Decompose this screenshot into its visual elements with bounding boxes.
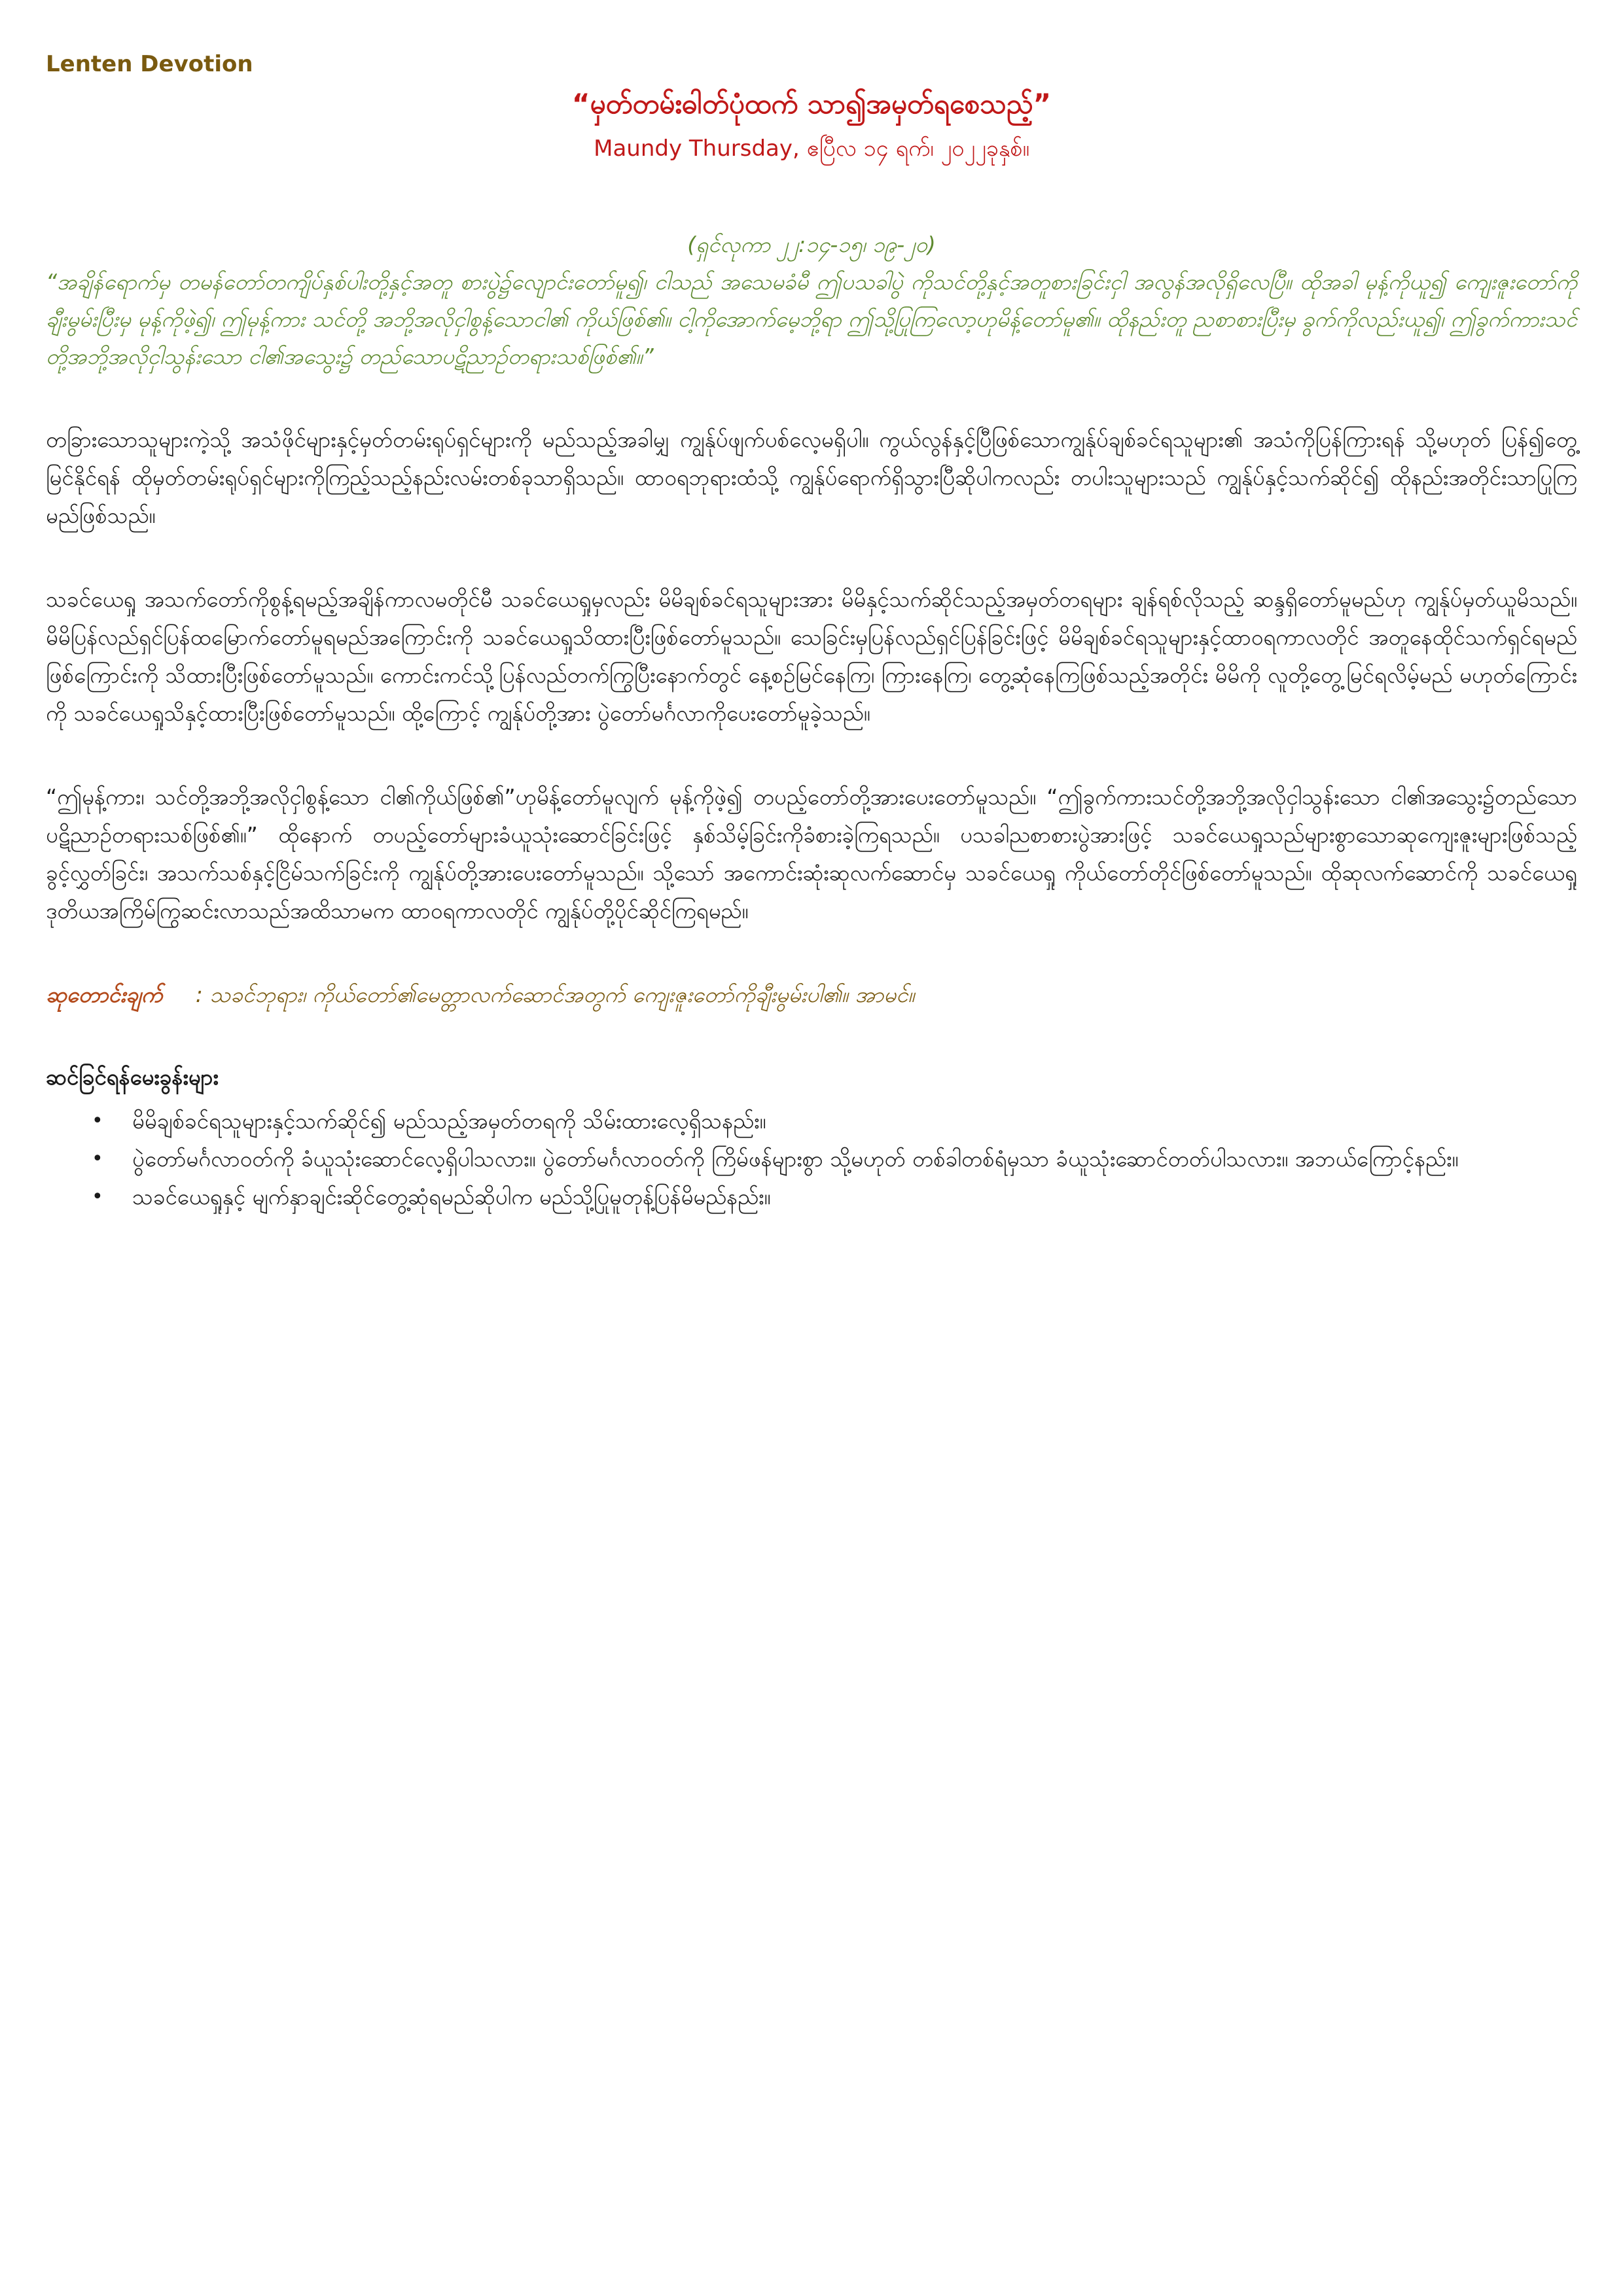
page-subtitle: Maundy Thursday, ဧပြီလ ၁၄ ရက်၊ ၂၀၂၂ခုနှစ်။ [594, 135, 1029, 162]
page-title: “မှတ်တမ်းဓါတ်ပုံထက် သာ၍အမှတ်ရစေသည့်” [571, 88, 1052, 120]
bullet-icon: • [92, 1147, 103, 1170]
prayer-label: ဆုတောင်းချက် [46, 982, 163, 1007]
question-text: ပွဲတော်မင်္ဂလာဝတ်ကို ခံယူသုံးဆောင်လေ့ရှိပါသလား။ ပွဲတော်မင်္ဂလာဝတ်ကို ကြိမ်ဖန်များစွာ သို့မဟုတ် တစ်ခါတစ်ရံမှသာ ခံယူသုံးဆောင်တတ်ပါသလား။ အဘယ်ကြောင့်နည်း။ [132, 1146, 1459, 1172]
scripture-reference: (ရှင်လုကာ ၂၂:၁၄-၁၅၊ ၁၉-၂၀) [687, 232, 936, 257]
list-item [92, 1140, 1577, 1178]
bullet-icon: • [92, 1185, 103, 1208]
bullet-icon: • [92, 1109, 103, 1132]
list-item [92, 1178, 1577, 1216]
scripture-block [46, 226, 1577, 375]
questions-list [46, 1102, 1577, 1216]
question-text: မိမိချစ်ခင်ရသူများနှင့်သက်ဆိုင်၍ မည်သည့်အမှတ်တရကို သိမ်းထားလေ့ရှိသနည်း။ [132, 1108, 766, 1134]
header-label: Lenten Devotion [46, 51, 253, 77]
body-paragraph: သခင်ယေရှု အသက်တော်ကိုစွန့်ရမည့်အချိန်ကာလမတိုင်မီ သခင်ယေရှုမှလည်း မိမိချစ်ခင်ရသူများအား မိမိနှင့်သက်ဆိုင်သည့်အမှတ်တရများ ချန်ရစ်လိုသည့် ဆန္ဒရှိတော်မူမည်ဟု ကျွန်ုပ်မှတ်ယူမိသည်။ မိမိပြန်လည်ရှင်ပြန်ထမြောက်တော်မူရမည်အကြောင်းကို သခင်ယေရှုသိထားပြီးဖြစ်တော်မူသည်။ သေခြင်းမှပြန်လည်ရှင်ပြန်ခြင်းဖြင့် မိမိချစ်ခင်ရသူများနှင့်ထာဝရကာလတိုင် အတူနေထိုင်သက်ရှင်ရမည်ဖြစ်ကြောင်းကို သိထားပြီးဖြစ်တော်မူသည်။ ကောင်းကင်သို့ပြန်လည်တက်ကြွပြီးနောက်တွင် နေ့စဉ်မြင်နေကြ၊ ကြားနေကြ၊ တွေ့ဆုံနေကြဖြစ်သည့်အတိုင်း မိမိကို လူတို့တွေ့မြင်ရလိမ့်မည် မဟုတ်ကြောင်းကို သခင်ယေရှုသိနှင့်ထားပြီးဖြစ်တော်မူသည်။ ထို့ကြောင့် ကျွန်ုပ်တို့အား ပွဲတော်မင်္ဂလာကိုပေးတော်မူခဲ့သည်။ [46, 586, 1577, 726]
question-text: သခင်ယေရှုနှင့် မျက်နှာချင်းဆိုင်တွေ့ဆုံရမည်ဆိုပါက မည်သို့ပြုမူတုန့်ပြန်မိမည်နည်း။ [132, 1184, 771, 1210]
questions-title: ဆင်ခြင်ရန်မေးခွန်းများ [46, 1064, 219, 1090]
body-paragraph: တခြားသောသူများကဲ့သို့ အသံဖိုင်များနှင့်မှတ်တမ်းရုပ်ရှင်များကို မည်သည့်အခါမျှ ကျွန်ုပ်ဖျက်ပစ်လေ့မရှိပါ။ ကွယ်လွန်နှင့်ပြီဖြစ်သောကျွန်ုပ်ချစ်ခင်ရသူများ၏ အသံကိုပြန်ကြားရန် သို့မဟုတ် ပြန်၍တွေ့မြင်နိုင်ရန် ထိုမှတ်တမ်းရုပ်ရှင်များကိုကြည့်သည့်နည်းလမ်းတစ်ခုသာရှိသည်။ ထာဝရဘုရားထံသို့ ကျွန်ုပ်ရောက်ရှိသွားပြီဆိုပါကလည်း တပါးသူများသည် ကျွန်ုပ်နှင့်သက်ဆိုင်၍ ထိုနည်းအတိုင်းသာပြုကြမည်ဖြစ်သည်။ [46, 427, 1577, 528]
list-item [92, 1102, 1577, 1140]
scripture-text: “အချိန်ရောက်မှ တမန်တော်တကျိပ်နှစ်ပါးတို့နှင့်အတူ စားပွဲ၌လျောင်းတော်မူ၍၊ ငါသည် အသေမခံမီ ဤပသခါပွဲ ကိုသင်တို့နှင့်အတူစားခြင်းငှါ အလွန်အလိုရှိလေပြီ။ ထိုအခါ မုန့်ကိုယူ၍ ကျေးဇူးတော်ကိုချီးမွမ်းပြီးမှ မုန့်ကိုဖဲ့၍၊ ဤမုန့်ကား သင်တို့ အဘို့အလိုငှါစွန့်သောငါ၏ ကိုယ်ဖြစ်၏။ ငါ့ကိုအောက်မေ့ဘို့ရာ ဤသို့ပြုကြလော့ဟုမိန့်တော်မူ၏။ ထိုနည်းတူ ညစာစားပြီးမှ ခွက်ကိုလည်းယူ၍၊ ဤခွက်ကားသင်တို့အဘို့အလိုငှါသွန်းသော ငါ၏အသွေး၌ တည်သောပဋိညာဉ်တရားသစ်ဖြစ်၏။” [46, 269, 1577, 369]
body-paragraph: “ဤမုန့်ကား၊ သင်တို့အဘို့အလိုငှါစွန့်သော ငါ၏ကိုယ်ဖြစ်၏”ဟုမိန့်တော်မူလျက် မုန့်ကိုဖဲ့၍ တပည့်တော်တို့အားပေးတော်မူသည်။ “ဤခွက်ကားသင်တို့အဘို့အလိုငှါသွန်းသော ငါ၏အသွေး၌တည်သောပဋိညာဉ်တရားသစ်ဖြစ်၏။” ထိုနောက် တပည့်တော်များခံယူသုံးဆောင်ခြင်းဖြင့် နှစ်သိမ့်ခြင်းကိုခံစားခဲ့ကြရသည်။ ပသခါညစာစားပွဲအားဖြင့် သခင်ယေရှုသည်များစွာသောဆုကျေးဇူးများဖြစ်သည့် ခွင့်လွှတ်ခြင်း၊ အသက်သစ်နှင့်ငြိမ်သက်ခြင်းကို ကျွန်ုပ်တို့အားပေးတော်မူသည်။ သို့သော် အကောင်းဆုံးဆုလက်ဆောင်မှ သခင်ယေရှု ကိုယ်တော်တိုင်ဖြစ်တော်မူသည်။ ထိုဆုလက်ဆောင်ကို သခင်ယေရှု ဒုတိယအကြိမ်ကြွဆင်းလာသည်အထိသာမက ထာဝရကာလတိုင် ကျွန်ုပ်တို့ပိုင်ဆိုင်ကြရမည်။ [46, 784, 1577, 924]
prayer-text: : သခင်ဘုရား၊ ကိုယ်တော်၏မေတ္တာလက်ဆောင်အတွက် ကျေးဇူးတော်ကိုချီးမွမ်းပါ၏။ အာမင်။ [195, 982, 915, 1007]
prayer-block [46, 976, 1577, 1014]
